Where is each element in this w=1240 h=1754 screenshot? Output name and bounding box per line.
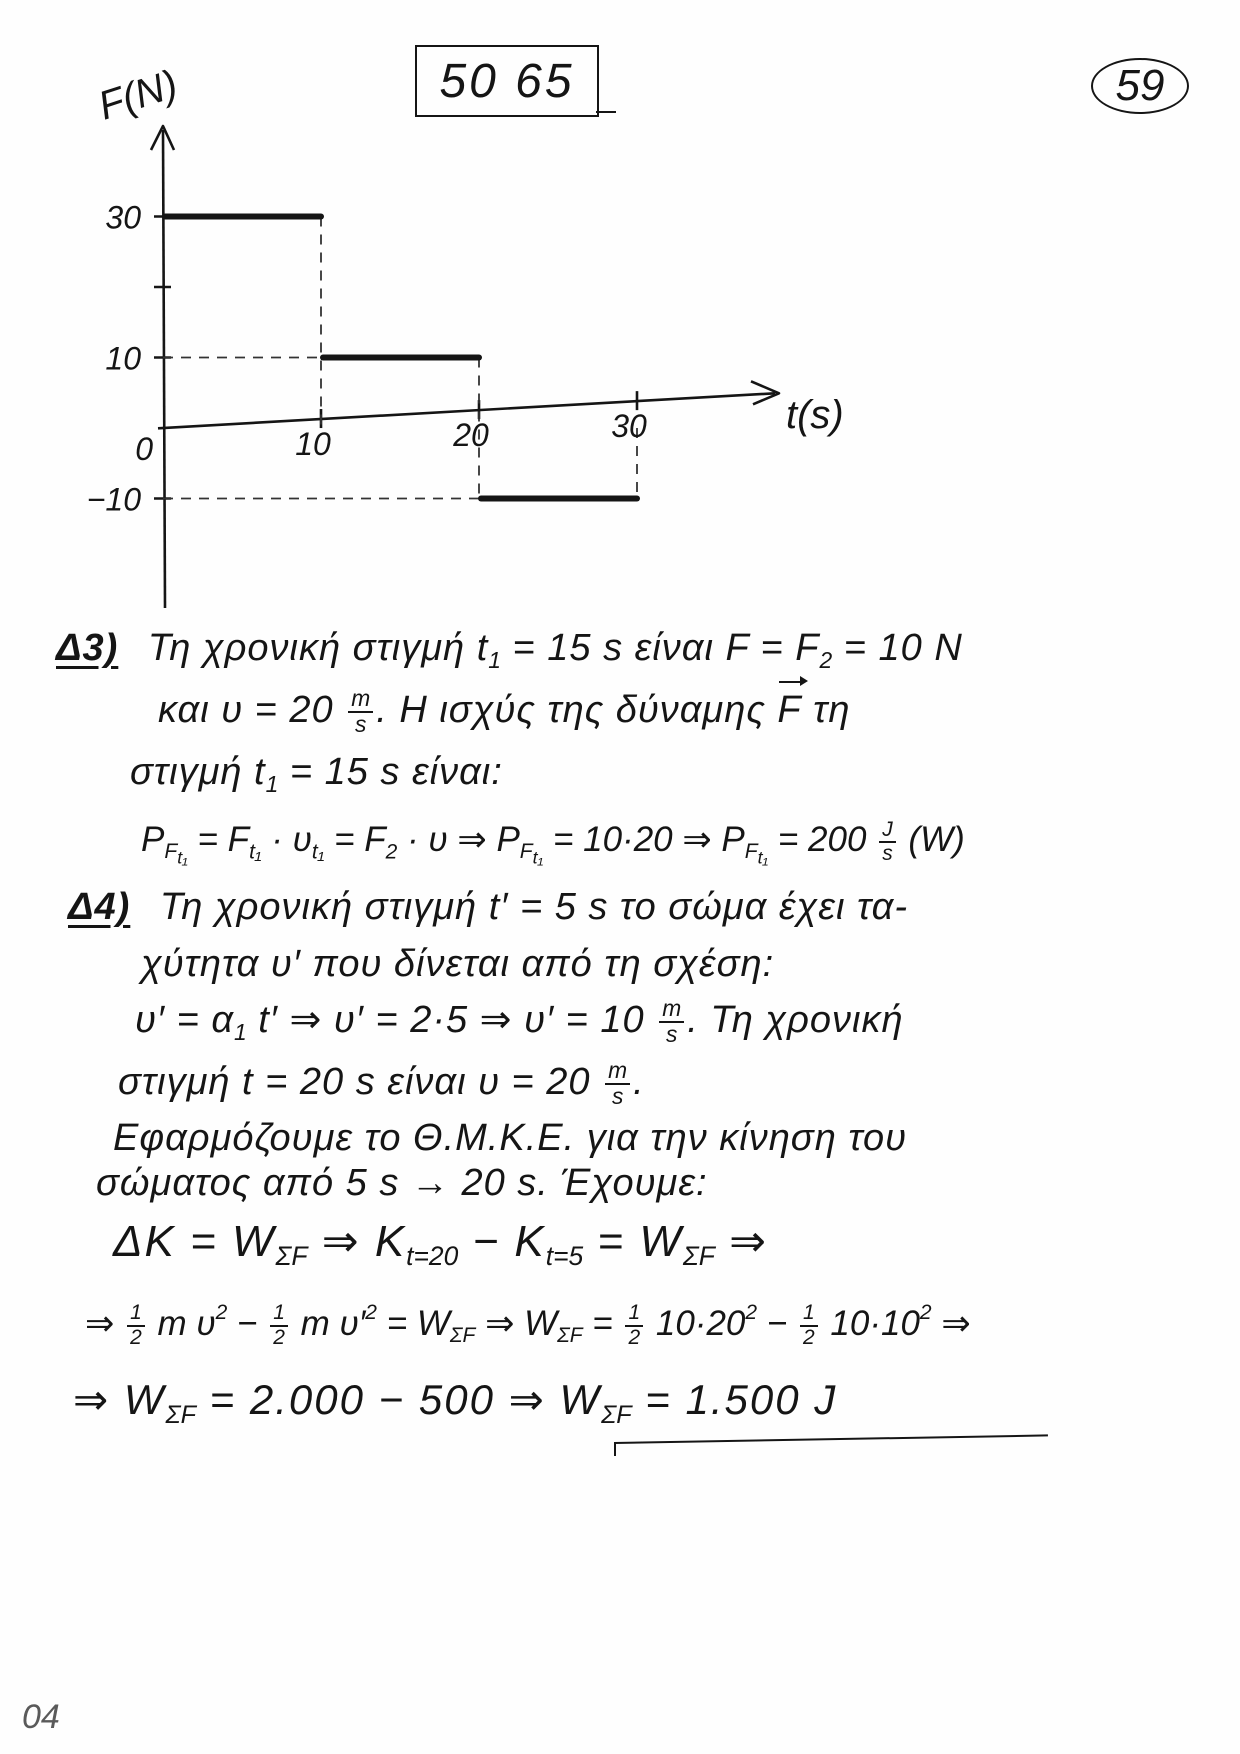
subscript: ΣF bbox=[165, 1400, 197, 1429]
footer-number: 04 bbox=[22, 1698, 60, 1736]
fraction-denominator: s bbox=[355, 710, 367, 737]
subscript: Ft₁ bbox=[744, 840, 769, 868]
solution-line bbox=[68, 879, 908, 935]
text-run: = W bbox=[583, 1217, 683, 1266]
fraction bbox=[348, 687, 373, 737]
text-run: σώματος από 5 s → 20 s. Έχουμε: bbox=[96, 1162, 708, 1204]
subscript: t₁ bbox=[177, 847, 188, 868]
text-run: υ′ = α bbox=[135, 999, 234, 1041]
text-run: . bbox=[633, 1061, 645, 1103]
y-axis-label: F(N) bbox=[93, 62, 183, 129]
text-run: ⇒ W bbox=[73, 1376, 166, 1423]
page-number: 59 bbox=[1115, 61, 1165, 110]
text-run: m υ bbox=[147, 1303, 216, 1343]
fraction-denominator: s bbox=[666, 1020, 678, 1047]
text-run: Τη χρονική στιγμή t bbox=[136, 627, 489, 669]
final-answer-underline-tick bbox=[614, 1442, 616, 1456]
subscript: ΣF bbox=[275, 1241, 308, 1272]
text-run: = 1.500 J bbox=[631, 1376, 838, 1423]
x-tick-label: 20 bbox=[453, 417, 489, 454]
y-tick-label: −10 bbox=[86, 481, 141, 518]
code-box-tail bbox=[596, 111, 616, 113]
fraction bbox=[800, 1302, 818, 1348]
subscript: 2 bbox=[819, 646, 833, 673]
solution-line bbox=[56, 620, 963, 688]
text-run: χύτητα υ′ που δίνεται από τη σχέση: bbox=[141, 943, 775, 985]
text-run: = W bbox=[376, 1303, 450, 1343]
text-run: 10·10 bbox=[820, 1303, 920, 1343]
y-axis bbox=[163, 130, 165, 608]
fraction-numerator: m bbox=[659, 997, 684, 1023]
x-axis-label: t(s) bbox=[786, 393, 844, 437]
text-run: = 200 bbox=[768, 820, 877, 859]
fraction-numerator: m bbox=[348, 687, 373, 713]
text-run: ⇒ W bbox=[475, 1303, 558, 1343]
subscript: ΣF bbox=[449, 1324, 476, 1348]
subscript: t₁ bbox=[249, 840, 262, 864]
subscript: 1 bbox=[265, 770, 279, 797]
text-run: στιγμή t bbox=[130, 751, 266, 793]
subscript: ΣF bbox=[601, 1400, 632, 1429]
text-run: ΔK = W bbox=[113, 1217, 276, 1266]
text-run: 10·20 bbox=[646, 1303, 746, 1343]
solution-line bbox=[130, 744, 503, 812]
subscript: t₁ bbox=[532, 847, 544, 868]
solution-line bbox=[113, 1214, 768, 1284]
fraction bbox=[625, 1302, 643, 1348]
fraction-denominator: s bbox=[611, 1082, 624, 1109]
text-run: − K bbox=[458, 1217, 546, 1266]
code-box bbox=[415, 45, 599, 117]
text-run: ⇒ bbox=[85, 1303, 125, 1343]
text-run: = 15 s είναι F = F bbox=[500, 627, 820, 669]
text-run: = 2.000 − 500 ⇒ W bbox=[196, 1376, 602, 1423]
x-tick-label: 10 bbox=[295, 426, 331, 463]
text-run: = 15 s είναι: bbox=[278, 751, 503, 793]
subscript: t=20 bbox=[406, 1241, 459, 1272]
text-run: m υ′ bbox=[290, 1303, 366, 1343]
fraction-denominator: 2 bbox=[273, 1325, 285, 1349]
text-run: · υ bbox=[261, 820, 312, 859]
text-run: . Τη χρονική bbox=[687, 999, 904, 1041]
solution-line bbox=[85, 1285, 971, 1364]
text-run: ⇒ K bbox=[307, 1217, 407, 1266]
fraction-numerator: 1 bbox=[625, 1302, 643, 1326]
text-run: = F bbox=[324, 820, 386, 859]
subscript: 1 bbox=[488, 646, 501, 673]
fraction bbox=[605, 1059, 630, 1109]
solution-line bbox=[158, 682, 850, 738]
text-run: = F bbox=[187, 820, 250, 859]
solution-line bbox=[141, 812, 965, 886]
text-run: στιγμή t = 20 s είναι υ = 20 bbox=[118, 1061, 603, 1103]
text-run: P bbox=[141, 820, 165, 859]
subscript: t=5 bbox=[545, 1241, 584, 1272]
fraction bbox=[270, 1302, 288, 1348]
superscript: 2 bbox=[365, 1301, 377, 1324]
text-run: − bbox=[757, 1303, 797, 1343]
superscript: 2 bbox=[919, 1301, 932, 1324]
vector-symbol: F bbox=[777, 682, 801, 738]
solution-line bbox=[141, 936, 774, 992]
superscript: 2 bbox=[745, 1301, 758, 1324]
solution-line bbox=[118, 1054, 645, 1110]
subscript: ΣF bbox=[557, 1324, 583, 1348]
fraction bbox=[879, 819, 896, 865]
text-run: · υ ⇒ P bbox=[397, 820, 520, 859]
fraction-denominator: s bbox=[882, 841, 893, 865]
text-run: = bbox=[582, 1303, 623, 1343]
text-run: Τη χρονική στιγμή t′ = 5 s το σώμα έχει τα- bbox=[148, 886, 909, 928]
y-tick-label: 10 bbox=[105, 340, 141, 377]
solution-line bbox=[96, 1155, 708, 1211]
fraction-numerator: 1 bbox=[800, 1302, 818, 1326]
text-run: και υ = 20 bbox=[158, 689, 346, 731]
fraction-denominator: 2 bbox=[628, 1325, 641, 1349]
text-run: − bbox=[227, 1303, 268, 1343]
fraction-numerator: 1 bbox=[270, 1302, 288, 1326]
text-run: = 10·20 ⇒ P bbox=[543, 820, 745, 859]
text-run: Εφαρμόζουμε το Θ.Μ.Κ.Ε. για την κίνηση του bbox=[113, 1117, 908, 1159]
solution-line bbox=[73, 1372, 837, 1443]
superscript: 2 bbox=[215, 1301, 228, 1324]
text-run: ⇒ bbox=[714, 1217, 768, 1266]
y-tick-label: 30 bbox=[105, 199, 141, 236]
x-tick-label: 30 bbox=[611, 408, 647, 445]
fraction-numerator: J bbox=[879, 819, 896, 843]
fraction-numerator: 1 bbox=[127, 1302, 145, 1326]
subscript: ΣF bbox=[682, 1241, 715, 1272]
fraction-numerator: m bbox=[605, 1059, 630, 1085]
text-run: τη bbox=[801, 689, 851, 731]
subscript: 1 bbox=[234, 1018, 247, 1045]
solution-line bbox=[135, 992, 904, 1060]
fraction bbox=[127, 1302, 145, 1348]
text-run: ⇒ bbox=[931, 1303, 971, 1343]
question-label: Δ3) bbox=[56, 627, 119, 669]
fraction-denominator: 2 bbox=[130, 1325, 142, 1349]
text-run: = 10 N bbox=[832, 627, 963, 669]
subscript: Ft₁ bbox=[519, 840, 544, 868]
page-number-circle bbox=[1091, 58, 1189, 114]
fraction bbox=[659, 997, 684, 1047]
y-tick-label: 0 bbox=[135, 431, 153, 467]
text-run: t′ ⇒ υ′ = 2·5 ⇒ υ′ = 10 bbox=[246, 999, 657, 1041]
question-label: Δ4) bbox=[68, 886, 131, 928]
subscript: t₁ bbox=[311, 840, 325, 864]
code-box-label: 50 65 bbox=[439, 54, 575, 108]
subscript: Ft₁ bbox=[164, 840, 188, 868]
text-run: . Η ισχύς της δύναμης bbox=[376, 689, 778, 731]
text-run: (W) bbox=[898, 820, 965, 859]
subscript: t₁ bbox=[757, 847, 769, 868]
subscript: 2 bbox=[385, 840, 398, 864]
fraction-denominator: 2 bbox=[802, 1325, 815, 1349]
